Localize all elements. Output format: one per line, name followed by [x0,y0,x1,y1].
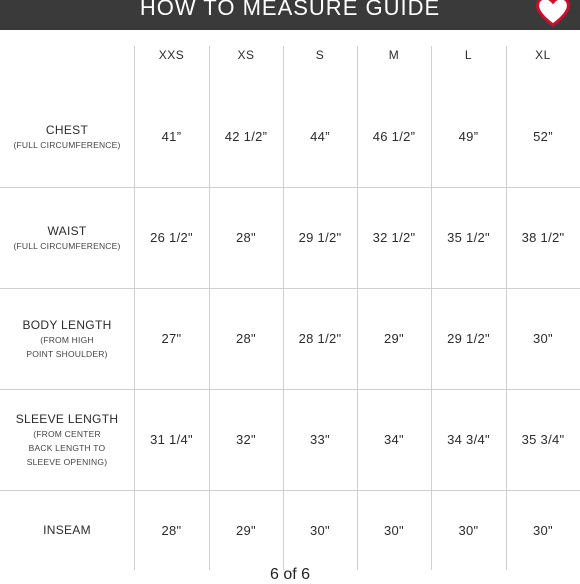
table-cell: 29" [384,331,404,346]
table-cell: 35 3/4" [521,432,565,447]
table-cell: 41” [161,129,182,144]
table-cell: 30" [458,522,479,538]
row-label [0,490,134,570]
measure-description: BACK LENGTH TO [28,442,106,453]
row-label [0,389,134,490]
size-header: XL [535,48,551,62]
table-cell: 49” [458,129,479,144]
table-cell: 38 1/2" [521,230,565,245]
size-table [0,30,580,570]
table-cell: 33" [310,432,330,447]
table-cell: 34" [384,432,404,447]
measure-description: (FULL CIRCUMFERENCE) [13,240,121,251]
row-label [0,86,134,187]
table-cell: 44” [310,129,330,144]
measure-name: INSEAM [43,523,91,537]
table-cell: 32 1/2" [372,230,416,245]
table-cell: 34 3/4" [447,432,490,447]
table-row [0,288,580,389]
table-row [0,389,580,490]
measure-name: SLEEVE LENGTH [15,411,119,426]
size-header: XXS [158,48,185,62]
table-cell: 28 1/2" [298,331,342,346]
page-title: HOW TO MEASURE GUIDE [139,0,441,20]
table-cell: 26 1/2" [150,230,193,245]
table-cell: 30" [310,522,330,538]
table-cell: 28" [236,230,256,245]
table-cell: 28" [161,522,182,538]
table-cell: 31 1/4" [150,432,193,447]
table-cell: 52” [533,129,553,144]
table-row [0,187,580,288]
table-cell: 30" [533,331,553,346]
table-cell: 29" [236,522,256,538]
size-header: XS [237,48,255,62]
table-cell: 29 1/2" [447,331,490,346]
table-cell: 35 1/2" [447,230,490,245]
table-cell: 30" [533,522,553,538]
table-cell: 29 1/2" [298,230,342,245]
table-row [0,86,580,187]
measure-description: SLEEVE OPENING) [26,456,108,467]
size-header: M [388,48,400,62]
measure-description: (FROM HIGH [40,334,94,345]
size-header: S [315,48,325,62]
size-header: L [464,48,473,62]
measure-name: WAIST [47,223,87,238]
table-cell: 27" [161,331,182,346]
measure-description: POINT SHOULDER) [26,348,108,359]
measure-description: (FROM CENTER [33,428,101,439]
measure-name: CHEST [45,122,89,137]
table-cell: 46 1/2” [372,129,416,144]
row-label [0,288,134,389]
table-cell: 32" [236,432,256,447]
table-cell: 30" [384,522,404,538]
measure-name: BODY LENGTH [22,317,112,332]
header-bar [0,0,580,30]
table-row [0,490,580,570]
table-cell: 42 1/2” [224,129,268,144]
measure-description: (FULL CIRCUMFERENCE) [13,139,121,150]
table-cell: 28" [236,331,256,346]
row-label [0,187,134,288]
heart-icon[interactable] [535,0,571,28]
page-indicator: 6 of 6 [269,566,311,583]
